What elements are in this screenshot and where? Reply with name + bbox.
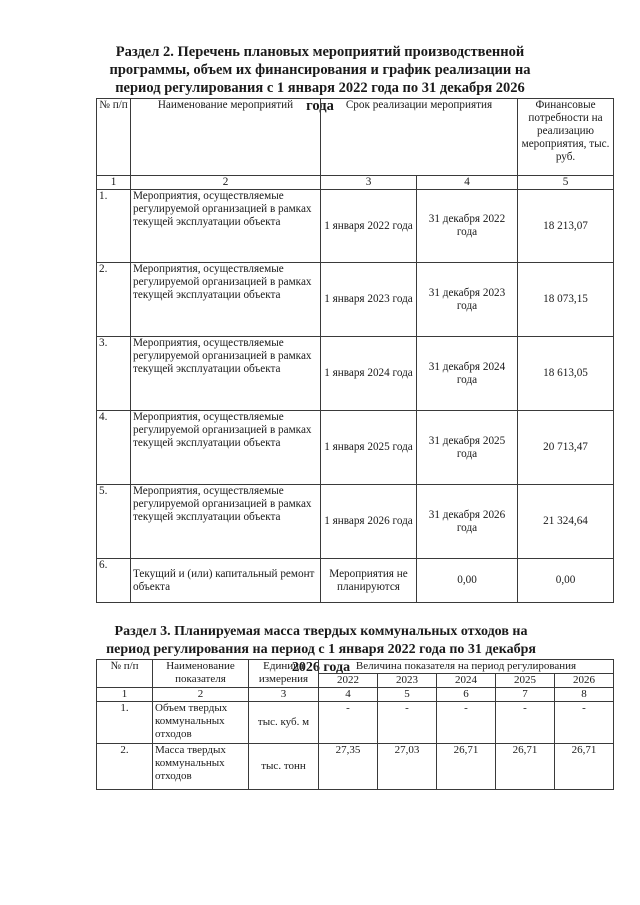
row-name: Масса твердых коммунальных отходов	[153, 744, 249, 790]
row-unit: тыс. тонн	[249, 744, 319, 790]
col-index: 5	[518, 176, 614, 190]
year-header: 2023	[378, 674, 437, 688]
row-name: Мероприятия, осуществляемые регулируемой организацией в рамках текущей эксплуатации объекта	[131, 337, 321, 411]
row-value: 26,71	[437, 744, 496, 790]
row-num: 2.	[97, 263, 131, 337]
row-value: -	[378, 702, 437, 744]
row-value: 27,03	[378, 744, 437, 790]
row-value: -	[555, 702, 614, 744]
row-num: 5.	[97, 485, 131, 559]
row-value: -	[496, 702, 555, 744]
table-row	[97, 411, 614, 485]
table-row	[97, 263, 614, 337]
row-amount: 18 073,15	[518, 263, 614, 337]
section2-header-row	[97, 99, 614, 176]
row-end: 31 декабря 2023 года	[417, 263, 518, 337]
section3-index-row	[97, 688, 614, 702]
year-header: 2025	[496, 674, 555, 688]
section2-title: Раздел 2. Перечень плановых мероприятий производственной программы, объем их финансирования и график реализации на период регулирования с 1 января 2022 года по 31 декабря 2026 года	[109, 44, 531, 114]
col-index: 1	[97, 688, 153, 702]
row-name: Мероприятия, осуществляемые регулируемой организацией в рамках текущей эксплуатации объекта	[131, 263, 321, 337]
row-amount: 21 324,64	[518, 485, 614, 559]
header-period: Срок реализации мероприятия	[321, 99, 518, 176]
row-start: 1 января 2023 года	[321, 263, 417, 337]
table-row	[97, 337, 614, 411]
row-unit: тыс. куб. м	[249, 702, 319, 744]
section3-table	[96, 659, 614, 790]
row-num: 1.	[97, 702, 153, 744]
row-start: 1 января 2026 года	[321, 485, 417, 559]
row-value: 26,71	[555, 744, 614, 790]
col-index: 4	[319, 688, 378, 702]
row-name: Объем твердых коммунальных отходов	[153, 702, 249, 744]
year-header: 2022	[319, 674, 378, 688]
row-start: Мероприятия не планируются	[321, 559, 417, 603]
row-end: 0,00	[417, 559, 518, 603]
header-value: Величина показателя на период регулирования	[319, 660, 614, 674]
row-amount: 18 213,07	[518, 190, 614, 263]
section2-index-row	[97, 176, 614, 190]
col-index: 7	[496, 688, 555, 702]
row-name: Мероприятия, осуществляемые регулируемой организацией в рамках текущей эксплуатации объекта	[131, 190, 321, 263]
section3-header-row	[97, 660, 614, 674]
row-value: -	[437, 702, 496, 744]
table-row	[97, 744, 614, 790]
row-name: Мероприятия, осуществляемые регулируемой организацией в рамках текущей эксплуатации объекта	[131, 485, 321, 559]
row-amount: 0,00	[518, 559, 614, 603]
col-index: 2	[131, 176, 321, 190]
row-num: 3.	[97, 337, 131, 411]
row-value: 27,35	[319, 744, 378, 790]
col-index: 6	[437, 688, 496, 702]
section3-title: Раздел 3. Планируемая масса твердых коммунальных отходов на период регулирования на период с 1 января 2022 года по 31 декабря 2026 года	[106, 624, 536, 675]
year-header: 2026	[555, 674, 614, 688]
row-end: 31 декабря 2026 года	[417, 485, 518, 559]
row-end: 31 декабря 2022 года	[417, 190, 518, 263]
row-num: 6.	[97, 559, 131, 603]
header-finance: Финансовые потребности на реализацию мероприятия, тыс. руб.	[518, 99, 614, 176]
table-row	[97, 702, 614, 744]
header-name: Наименование показателя	[153, 660, 249, 688]
row-num: 4.	[97, 411, 131, 485]
col-index: 3	[321, 176, 417, 190]
row-num: 1.	[97, 190, 131, 263]
row-start: 1 января 2025 года	[321, 411, 417, 485]
header-unit: Единица измерения	[249, 660, 319, 688]
row-end: 31 декабря 2024 года	[417, 337, 518, 411]
row-start: 1 января 2022 года	[321, 190, 417, 263]
col-index: 2	[153, 688, 249, 702]
col-index: 5	[378, 688, 437, 702]
header-name: Наименование мероприятий	[131, 99, 321, 176]
col-index: 8	[555, 688, 614, 702]
table-row	[97, 190, 614, 263]
section2-table	[96, 98, 614, 603]
col-index: 3	[249, 688, 319, 702]
year-header: 2024	[437, 674, 496, 688]
row-amount: 18 613,05	[518, 337, 614, 411]
row-start: 1 января 2024 года	[321, 337, 417, 411]
row-name: Текущий и (или) капитальный ремонт объекта	[131, 559, 321, 603]
header-num: № п/п	[97, 99, 131, 176]
table-row	[97, 485, 614, 559]
row-name: Мероприятия, осуществляемые регулируемой организацией в рамках текущей эксплуатации объекта	[131, 411, 321, 485]
row-amount: 20 713,47	[518, 411, 614, 485]
table-row	[97, 559, 614, 603]
header-num: № п/п	[97, 660, 153, 688]
col-index: 1	[97, 176, 131, 190]
row-value: -	[319, 702, 378, 744]
row-num: 2.	[97, 744, 153, 790]
row-value: 26,71	[496, 744, 555, 790]
row-end: 31 декабря 2025 года	[417, 411, 518, 485]
col-index: 4	[417, 176, 518, 190]
